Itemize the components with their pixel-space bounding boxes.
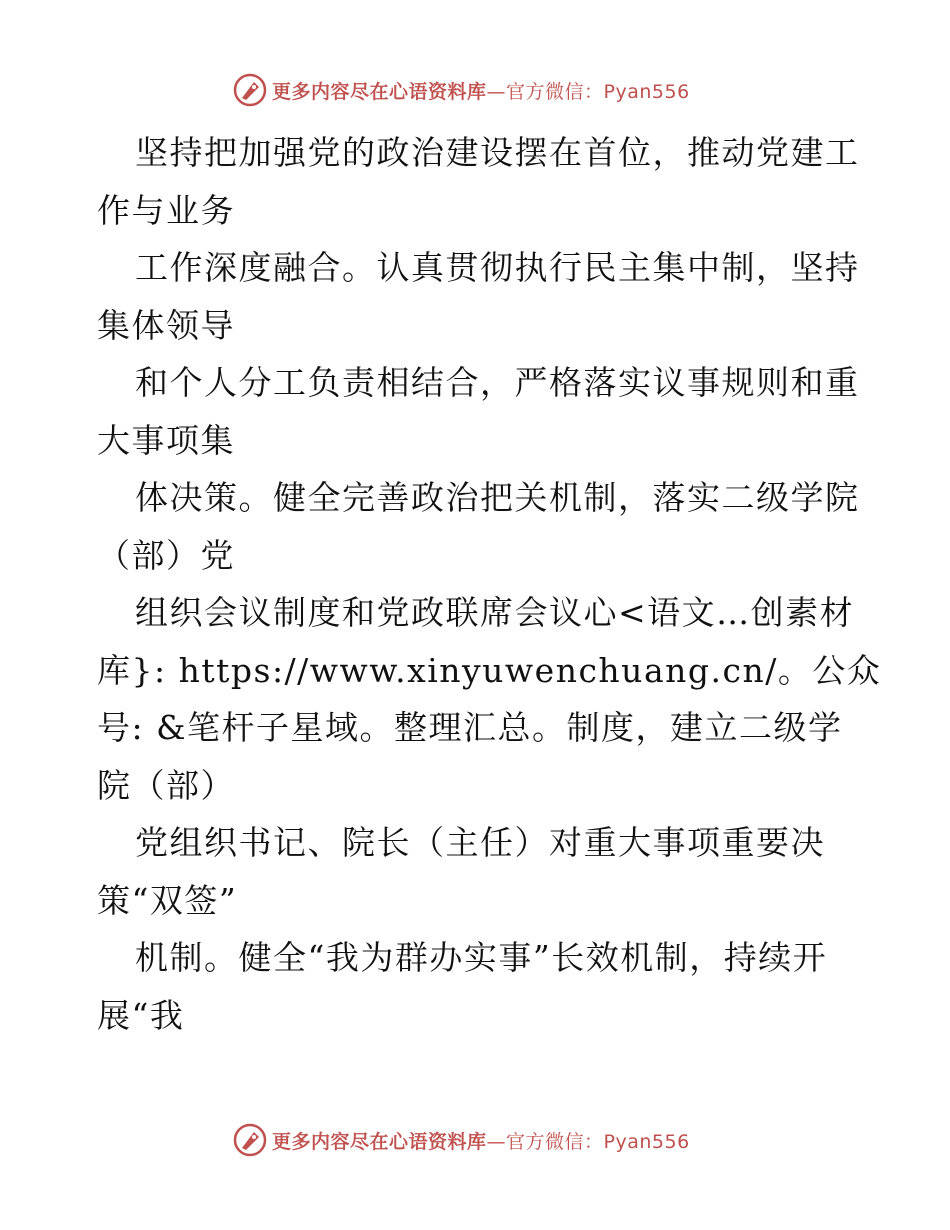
body-line-8: （部）党 xyxy=(97,535,235,575)
pen-nib-logo-icon xyxy=(232,72,268,108)
body-line-14: 策“双签” xyxy=(97,880,238,920)
footer-wechat-id: Pyan556 xyxy=(603,1130,690,1153)
body-line-1: 坚持把加强党的政治建设摆在首位，推动党建工 xyxy=(135,133,860,172)
header-banner-text xyxy=(272,77,690,104)
header-slogan: 更多内容尽在心语资料库 xyxy=(272,80,487,103)
body-line-9: 组织会议制度和党政联席会议心<语文…创素材 xyxy=(135,593,855,632)
body-line-3: 工作深度融合。认真贯彻执行民主集中制，坚持 xyxy=(135,248,860,287)
document-body xyxy=(97,124,882,1044)
body-line-12: 院（部） xyxy=(97,765,235,805)
header-wechat-id: Pyan556 xyxy=(603,80,690,103)
footer-banner xyxy=(232,1122,690,1158)
footer-wechat-label: 官方微信： xyxy=(506,1130,604,1153)
header-banner xyxy=(232,72,690,108)
pen-nib-logo-icon xyxy=(232,1122,268,1158)
body-line-6: 大事项集 xyxy=(97,420,235,460)
body-line-13: 党组织书记、院长（主任）对重大事项重要决 xyxy=(135,823,825,862)
header-wechat-label: 官方微信： xyxy=(506,80,604,103)
footer-dash: — xyxy=(486,1130,507,1153)
body-line-10: 库}: https://www.xinyuwenchuang.cn/。公众 xyxy=(97,650,882,690)
body-line-5: 和个人分工负责相结合，严格落实议事规则和重 xyxy=(135,363,860,402)
footer-banner-text xyxy=(272,1127,690,1154)
body-line-2: 作与业务 xyxy=(97,190,235,230)
body-line-7: 体决策。健全完善政治把关机制，落实二级学院 xyxy=(135,478,860,517)
footer-slogan: 更多内容尽在心语资料库 xyxy=(272,1130,487,1153)
body-line-16: 展“我 xyxy=(97,995,185,1035)
body-line-11: 号: &笔杆子星域。整理汇总。制度，建立二级学 xyxy=(97,708,843,747)
body-line-15: 机制。健全“我为群办实事”长效机制，持续开 xyxy=(135,938,828,977)
body-line-4: 集体领导 xyxy=(97,305,235,345)
header-dash: — xyxy=(486,80,507,103)
